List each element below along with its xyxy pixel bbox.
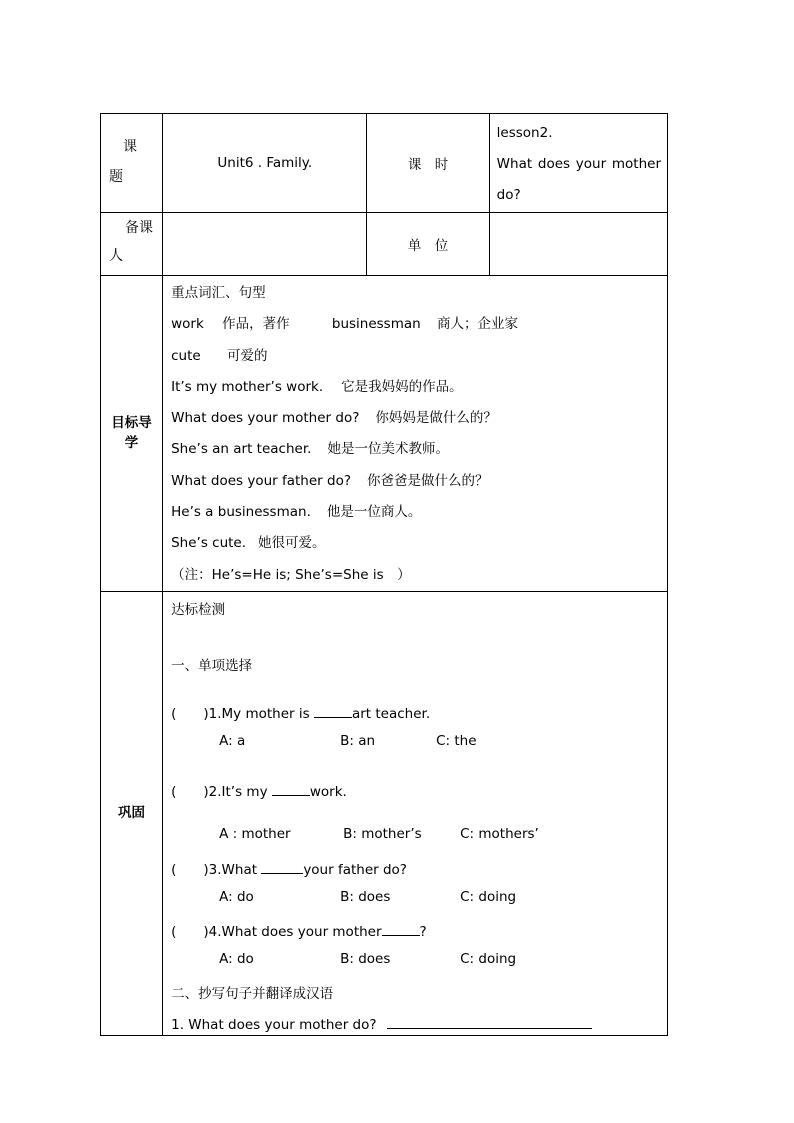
- option-b: B: does: [340, 888, 391, 905]
- question-4: [171, 920, 427, 940]
- topic-value: Unit6 . Family.: [163, 114, 367, 213]
- prep-row: [101, 213, 668, 276]
- option-a: A : mother: [219, 825, 291, 842]
- lesson-line-2: What does your mother: [496, 156, 661, 172]
- question-text: work.: [309, 783, 347, 800]
- question-text: 1.My mother is: [208, 705, 314, 722]
- question-1: [171, 702, 430, 722]
- sentence-line: [171, 434, 667, 465]
- sentence-line: [171, 403, 667, 434]
- vocab-3-zh: 可爱的: [226, 347, 268, 364]
- goals-label-text: 目标导学: [111, 415, 152, 452]
- note-line: （注：He’s=He is; She’s=She is ）: [171, 566, 411, 583]
- topic-row: [101, 114, 668, 213]
- lesson-value-cell: [489, 114, 667, 213]
- sentence-line: [171, 466, 667, 497]
- answer-blank: [272, 781, 310, 796]
- topic-label-2: 题: [109, 169, 123, 185]
- unit-value: [489, 213, 667, 276]
- option-b: B: mother’s: [343, 825, 422, 842]
- question-2: [171, 780, 347, 800]
- copy-sentence: 1. What does your mother do?: [171, 1016, 377, 1033]
- sentence-line: [171, 497, 667, 528]
- answer-line: [387, 1014, 592, 1029]
- practice-label: 巩固: [101, 591, 163, 1035]
- lesson-line-1: lesson2.: [496, 125, 553, 141]
- preparer-value: [163, 213, 367, 276]
- question-text: 3.What: [208, 861, 262, 878]
- sentence-zh: 它是我妈妈的作品。: [341, 378, 463, 395]
- preparer-label-2: 人: [109, 248, 123, 264]
- practice-heading: 达标检测: [171, 601, 226, 618]
- sentence-zh: 你爸爸是做什么的？: [367, 472, 489, 489]
- question-text: your father do?: [303, 861, 407, 878]
- preparer-label-1: 备课: [125, 220, 153, 236]
- vocab-line-1: [171, 309, 667, 340]
- answer-blank: [261, 859, 303, 874]
- answer-paren: ( ): [171, 705, 209, 722]
- sentence-line: [171, 528, 667, 559]
- topic-label-1: 课: [123, 139, 137, 155]
- unit-label: 单 位: [367, 213, 489, 276]
- goals-row: [101, 276, 668, 592]
- vocab-1-zh: 作品，著作: [222, 316, 290, 333]
- question-text: ?: [419, 923, 427, 940]
- period-label: 课 时: [367, 114, 489, 213]
- question-text: 2.It’s my: [208, 783, 272, 800]
- sentence-zh: 她很可爱。: [258, 535, 326, 552]
- vocab-line-2: [171, 341, 667, 372]
- sentence-zh: 她是一位美术教师。: [327, 441, 449, 458]
- sentence-en: She’s an art teacher.: [171, 441, 312, 458]
- option-c: C: doing: [460, 950, 517, 967]
- sentence-zh: 你妈妈是做什么的？: [375, 410, 497, 427]
- practice-content: [163, 591, 668, 1035]
- goals-heading: 重点词汇、句型: [171, 285, 266, 301]
- sentence-line: [171, 372, 667, 403]
- copy-item: [171, 1014, 591, 1033]
- section-1-heading: 一、单项选择: [171, 657, 253, 674]
- option-b: B: does: [340, 950, 391, 967]
- sentence-en: She’s cute.: [171, 535, 247, 552]
- option-a: A: do: [219, 888, 254, 905]
- lesson-line-3: do?: [496, 187, 521, 203]
- practice-row: [101, 591, 668, 1035]
- vocab-3-en: cute: [171, 347, 201, 364]
- option-b: B: an: [340, 732, 376, 749]
- option-a: A: do: [219, 950, 254, 967]
- question-text: art teacher.: [351, 705, 431, 722]
- option-c: C: doing: [460, 888, 517, 905]
- option-a: A: a: [219, 732, 246, 749]
- option-c: C: the: [436, 732, 477, 749]
- topic-label-cell: [101, 114, 163, 213]
- answer-paren: ( ): [171, 923, 209, 940]
- answer-paren: ( ): [171, 783, 209, 800]
- sentence-en: What does your mother do?: [171, 410, 360, 427]
- answer-blank: [382, 921, 420, 936]
- goals-label: [101, 276, 163, 592]
- sentence-en: He’s a businessman.: [171, 504, 311, 521]
- question-3: [171, 858, 407, 878]
- vocab-2-en: businessman: [331, 316, 421, 333]
- preparer-label-cell: [101, 213, 163, 276]
- goals-content: [163, 276, 668, 592]
- option-c: C: mothers’: [460, 825, 539, 842]
- sentence-en: It’s my mother’s work.: [171, 378, 324, 395]
- vocab-1-en: work: [171, 316, 204, 333]
- sentence-en: What does your father do?: [171, 472, 351, 489]
- sentence-zh: 他是一位商人。: [326, 504, 422, 521]
- question-text: 4.What does your mother: [208, 923, 382, 940]
- lesson-plan-table: [100, 113, 668, 1036]
- answer-paren: ( ): [171, 861, 209, 878]
- vocab-2-zh: 商人；企业家: [437, 316, 518, 333]
- answer-blank: [314, 703, 352, 718]
- section-2-heading: 二、抄写句子并翻译成汉语: [171, 985, 334, 1002]
